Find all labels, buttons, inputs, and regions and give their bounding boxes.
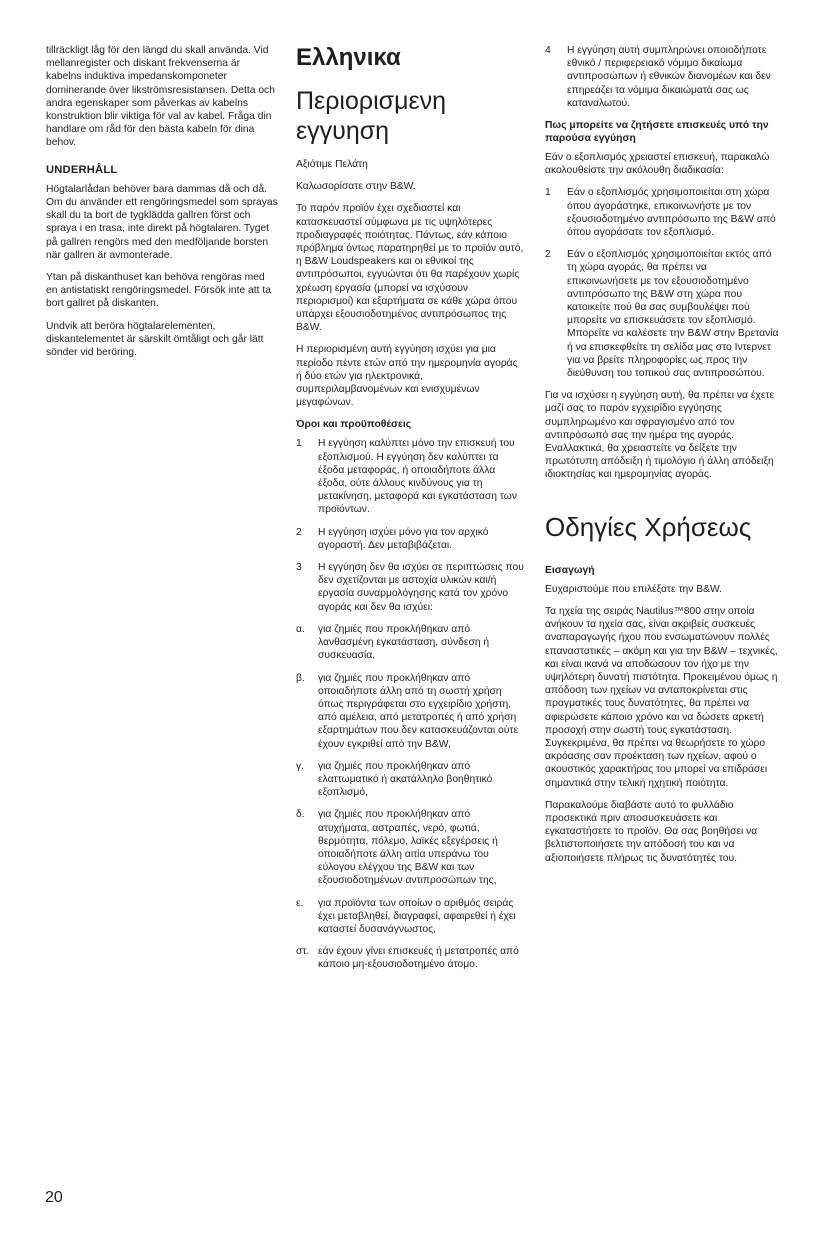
list-text: για ζημιές που προκλήθηκαν από ατυχήματα, αστραπές, νερό, φωτιά, θερμότητα, πόλεμο, λαϊκές εξεγέρσεις ή οποιαδήποτε άλλη αιτία υπεράνω του εύλογου ελέγχου της B&W και των εξουσιοδοτημένων αντιπροσώπων της,: [318, 809, 498, 887]
claim-list-item: [545, 186, 779, 239]
terms-list-item: [296, 808, 524, 887]
maintenance-heading: UNDERHÅLL: [46, 163, 118, 176]
list-text: Εάν ο εξοπλισμός χρησιμοποιείται στη χώρα όπου αγοράστηκε, επικοινωνήστε με τον εξουσιοδοτημένο αντιπρόσωπο της B&W από όπου αγοράσατε τον εξοπλισμό.: [567, 187, 776, 239]
list-marker: β.: [296, 672, 305, 684]
warranty-paragraph: Αξιότιμε Πελάτη: [296, 159, 368, 170]
introduction-paragraph: Ευχαριστούμε που επιλέξατε την B&W.: [545, 583, 722, 595]
introduction-paragraph: Τα ηχεία της σειράς Nautilus™800 στην οποία ανήκουν τα ηχεία σας, είναι ακριβείς συσκευές αναπαραγωγής ήχου που ενσωματώνουν πολλές επαναστατικές – ακόμη και για την B&W – τεχνικές, και είναι ικανά να αποδώσουν τον ήχο με την υψηλότερη δυνατή πιστότητα. Προκειμένου όμως η απόδοση των ηχείων να ανταποκρίνεται στις πραγματικές τους δυνατότητες, θα πρέπει να αφιερώσετε κάποιο χρόνο και να δώσετε αρκετή προσοχή στην σωστή τους εγκατάσταση. Συγκεκριμένα, θα πρέπει να θεωρήσετε το χώρο ακρόασης σαν προέκταση των ηχείων, αφού ο ακουστικός χαρακτήρας του μπορεί να επιδράσει σημαντικά στην τελική ηχητική ποιότητα.: [545, 605, 778, 789]
list-text: Εάν ο εξοπλισμός χρησιμοποιείται εκτός από τη χώρα αγοράς, θα πρέπει να επικοινωνήσετε με τον εξουσιοδοτημένο αντιπρόσωπο της B&W στη χώρα που κατοικείτε πού θα σας συμβουλέψει πού μπορείτε να επισκευάσετε τον εξοπλισμό. Μπορείτε να καλέσετε την B&W στην Βρετανία ή να επισκεφθείτε τη σελίδα μας στο Ιντερνετ για να βρείτε πληροφορίες ως προς την διεύθυνση του τοπικού σας αντιπροσώπου.: [567, 249, 779, 380]
introduction-paragraph: Παρακαλούμε διαβάστε αυτό το φυλλάδιο προσεκτικά πριν αποσυσκευάσετε και εγκαταστήσετε το προϊόν. Θα σας βοηθήσει να βελτιστοποιήσετε την απόδοσή του και να αξιοποιήσετε πλήρως τις δυνατότητές του.: [545, 799, 758, 864]
claim-heading: Πως μπορείτε να ζητήσετε επισκευές υπό την παρούσα εγγύηση: [545, 120, 769, 145]
claim-list-item: [545, 248, 779, 380]
introduction-heading: Εισαγωγή: [545, 564, 595, 576]
terms-list-item: [545, 44, 779, 110]
terms-list-item: [296, 672, 524, 751]
cable-paragraph: tillräckligt låg för den längd du skall använda. Vid mellanregister och diskant frekvenserna är kabelns induktiva impedanskomponeter dominerande över likströmsresistansen. Detta och andra egenskaper som påverkas av kabelns konstruktion blir viktiga för val av kabel. Fråga din handlare om råd för den bästa kabeln för dina behov.: [46, 45, 275, 149]
warranty-paragraph: Καλωσορίσατε στην B&W.: [296, 181, 416, 193]
list-marker: γ.: [296, 760, 305, 772]
terms-list-item: [296, 897, 524, 937]
warranty-paragraph: Η περιορισμένη αυτή εγγύηση ισχύει για μια περίοδο πέντε ετών από την ημερομηνία αγοράς ή δύο ετών για ηλεκτρονικά, συμπεριλαμβανομένων και ενισχυμένων μεγαφώνων.: [296, 344, 518, 409]
warranty-paragraph: Το παρόν προϊόν έχει σχεδιαστεί και κατασκευαστεί σύμφωνα με τις υψηλότερες προδιαγραφές ποιότητας. Πάντως, εάν κάποιο πρόβλημα όντως παρατηρηθεί με το προϊόν αυτό, η B&W Loudspeakers και οι εθνικοί της αντιπρόσωποι, εγγυώνται ότι θα παρέχουν χωρίς χρέωση εργασία (μπορεί να ισχύσουν περιορισμοί) και εξαρτήματα σε κάθε χώρα όπου υπάρχει εξουσιοδοτημένος αντιπρόσωπος της B&W.: [296, 203, 524, 334]
list-text: για ζημιές που προκλήθηκαν από ελαττωματικό ή ακατάλληλο βοηθητικό εξοπλισμό,: [318, 760, 493, 799]
maintenance-paragraph: Högtalarlådan behöver bara dammas då och då. Om du använder ett rengöringsmedel som sprayas skall du ta bort de tygklädda gallren först och spraya i en trasa, inte direkt på högtalaren. Tyget på gallren rengörs med den medföljande borsten när gallren är avmonterade.: [46, 183, 278, 261]
language-heading: Ελληνικα: [296, 44, 401, 71]
list-marker: 3: [296, 562, 302, 574]
claim-outro: Για να ισχύσει η εγγύηση αυτή, θα πρέπει να έχετε μαζί σας το παρόν εγχειρίδιο εγγύησης συμπληρωμένο και σφραγισμένο από τον αντιπρόσωπό σας την ημέρα της αγοράς. Εναλλακτικά, θα χρειαστείτε να δείξετε την πρωτότυπη απόδειξη ή τιμολόγιο ή άλλη απόδειξη ιδιοκτησίας και ημερομηνίας αγοράς.: [545, 390, 775, 481]
terms-heading: Όροι και προϋποθέσεις: [296, 419, 412, 431]
list-text: για ζημιές που προκλήθηκαν από λανθασμένη εγκατάσταση, σύνδεση ή συσκευασία,: [318, 623, 490, 662]
maintenance-paragraph: Ytan på diskanthuset kan behöva rengöras med en antistatiskt rengöringsmedel. Försök inte att ta bort gallret på diskanten.: [46, 272, 271, 310]
list-text: Η εγγύηση αυτή συμπληρώνει οποιοδήποτε εθνικό / περιφερειακό νόμιμο δικαίωμα αντιπροσώπων ή εθνικών διανομέων και δεν επηρεάζει τα νόμιμα δικαιώματά σας ως καταναλωτού.: [567, 45, 771, 109]
maintenance-paragraph: Undvik att beröra högtalarelementen, diskantelementet är särskilt ömtåligt och går lätt sönder vid beröring.: [46, 320, 264, 359]
list-text: εάν έχουν γίνει επισκευές ή μετατροπές από κάποιο μη-εξουσιοδοτημένο άτομο.: [318, 946, 519, 971]
terms-list-item: [296, 623, 524, 663]
column-greek-warranty: [296, 44, 524, 981]
terms-list-item: [296, 437, 524, 516]
list-text: Η εγγύηση καλύπτει μόνο την επισκευή του εξοπλισμού. Η εγγύηση δεν καλύπτει τα έξοδα μεταφοράς, ή οποιαδήποτε άλλα έξοδα, ούτε άλλους κινδύνους για τη μετακίνηση, μεταφορά και εγκατάσταση των προϊόντων.: [318, 438, 517, 516]
list-text: για ζημιές που προκλήθηκαν από οποιαδήποτε άλλη από τη σωστή χρήση όπως περιγράφεται στο εγχειρίδιο χρήστη, από αμέλεια, από μετατροπές ή από χρήση εξαρτημάτων που δεν κατασκευάζονται ούτε έχουν εγκριθεί από την B&W,: [318, 672, 519, 750]
list-marker: 2: [296, 526, 302, 538]
terms-list-item: [296, 526, 524, 552]
list-marker: 1: [545, 187, 551, 199]
claim-intro: Εάν ο εξοπλισμός χρειαστεί επισκευή, παρακαλώ ακολουθείστε την ακόλουθη διαδικασία:: [545, 152, 770, 177]
list-marker: 2: [545, 249, 551, 261]
terms-list-item: [296, 561, 524, 614]
list-marker: 1: [296, 438, 302, 450]
column-swedish: [46, 44, 278, 368]
list-marker: δ.: [296, 809, 305, 821]
manual-title: Οδηγίες Χρήσεως: [545, 511, 752, 542]
list-text: Η εγγύηση δεν θα ισχύει σε περιπτώσεις που δεν σχετίζονται με αστοχία υλικών και/ή εργασία συναρμολόγησης κατά τον χρόνο αγοράς και δεν θα ισχύει:: [318, 562, 524, 613]
list-marker: α.: [296, 623, 305, 635]
column-greek-claims-manual: [545, 44, 779, 874]
terms-list-item: [296, 945, 524, 971]
list-marker: ε.: [296, 897, 304, 909]
list-marker: στ.: [296, 946, 310, 958]
list-text: Η εγγύηση ισχύει μόνο για τον αρχικό αγοραστή. Δεν μεταβιβάζεται.: [318, 526, 489, 551]
list-marker: 4: [545, 45, 551, 56]
terms-list-item: [296, 760, 524, 800]
page-number: 20: [45, 1189, 63, 1206]
warranty-title: Περιορισμενη εγγυηση: [296, 87, 447, 145]
list-text: για προϊόντα των οποίων ο αριθμός σειράς έχει μεταβληθεί, διαγραφεί, αφαιρεθεί ή έχει καταστεί δυσανάγνωστος,: [318, 897, 516, 935]
